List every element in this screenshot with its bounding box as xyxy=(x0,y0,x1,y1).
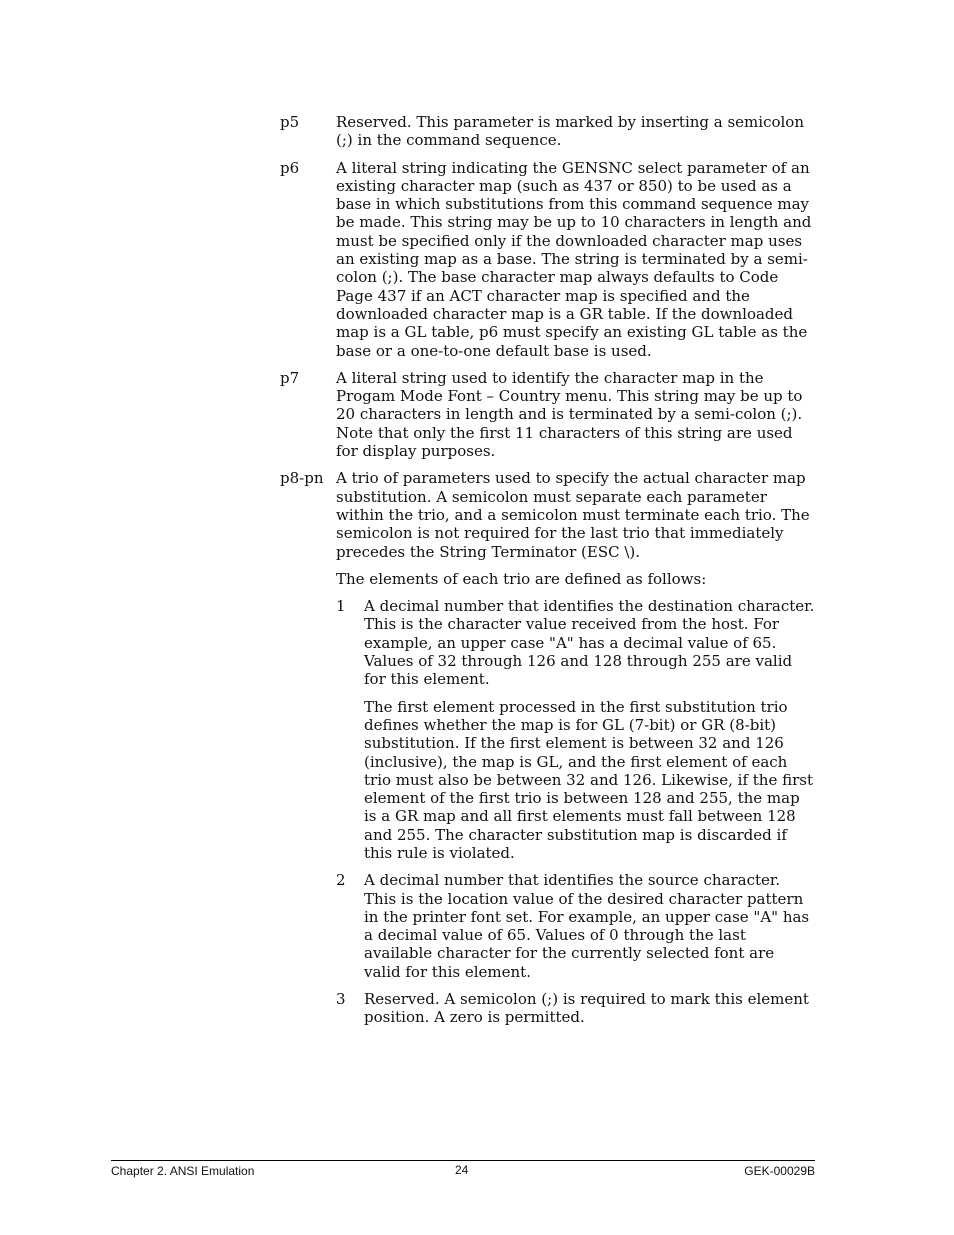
element-number: 3 xyxy=(336,990,346,1009)
param-p8-pn xyxy=(280,469,815,1035)
element-description xyxy=(364,597,815,862)
param-paragraph: A literal string indicating the GENSNC select parameter of an existing character map (such as 437 or 850) to be used as a base in which substitutions from this command sequence may be made. This string may be up to 10 characters in length and must be specified only if the downloaded character map uses an existing map as a base. The string is terminated by a semi-colon (;). The base character map always defaults to Code Page 437 if an ACT character map is specified and the downloaded character map is a GR table. If the downloaded map is a GL table, p6 must specify an existing GL table as the base or a one-to-one default base is used. xyxy=(336,158,812,360)
param-label: p5 xyxy=(280,113,300,131)
element-paragraph: A decimal number that identifies the destination character. This is the character value received from the host. For example, an upper case "A" has a decimal value of 65. Values of 32 through 126 and 128 through 255 are valid for this element. xyxy=(364,597,815,689)
element-paragraph: A decimal number that identifies the source character. This is the location value of the desired character pattern in the printer font set. For example, an upper case "A" has a decimal value of 65. Values of 0 through the last available character for the currently selected font are valid for this element. xyxy=(364,871,810,981)
param-description xyxy=(336,159,815,360)
footer-page-number: 24 xyxy=(455,1163,469,1177)
element-number: 2 xyxy=(336,871,346,890)
footer-divider xyxy=(111,1160,815,1161)
param-p7 xyxy=(280,369,815,460)
element-paragraph: Reserved. A semicolon (;) is required to mark this element position. A zero is permitted. xyxy=(364,990,809,1027)
param-description xyxy=(336,469,815,1035)
param-paragraph: The elements of each trio are defined as follows: xyxy=(336,569,707,588)
element-paragraph: The first element processed in the first substitution trio defines whether the map is for GL (7-bit) or GR (8-bit) substitution. If the first element is between 32 and 126 (inclusive), the map is GL, and the first element of each trio must also be between 32 and 126. Likewise, if the first element of the first trio is between 128 and 255, the map is a GR map and all first elements must fall between 128 and 255. The character substitution map is discarded if this rule is violated. xyxy=(364,697,814,862)
element-number: 1 xyxy=(336,597,346,616)
trio-element-3 xyxy=(336,990,815,1027)
element-description xyxy=(364,871,815,981)
trio-element-1 xyxy=(336,597,815,862)
param-label: p8-pn xyxy=(280,469,324,488)
trio-element-list xyxy=(336,597,815,1027)
param-p6 xyxy=(280,159,815,360)
param-label: p7 xyxy=(280,368,300,387)
footer-document-id: GEK-00029B xyxy=(744,1164,815,1178)
param-paragraph: Reserved. This parameter is marked by inserting a semicolon (;) in the command sequence. xyxy=(336,113,805,150)
param-p5 xyxy=(280,113,815,150)
param-paragraph: A literal string used to identify the character map in the Progam Mode Font – Country menu. This string may be up to 20 characters in length and is terminated by a semi-colon (;). Note that only the first 11 characters of this string are used for display purposes. xyxy=(336,368,803,461)
footer-chapter-title: Chapter 2. ANSI Emulation xyxy=(111,1164,255,1178)
trio-element-2 xyxy=(336,871,815,981)
param-label: p6 xyxy=(280,158,300,177)
param-paragraph: A trio of parameters used to specify the actual character map substitution. A semicolon must separate each parameter within the trio, and a semicolon must terminate each trio. The semicolon is not required for the last trio that immediately precedes the String Terminator (ESC \). xyxy=(336,469,810,561)
param-description xyxy=(336,113,815,150)
document-body xyxy=(280,113,815,1045)
element-description xyxy=(364,990,815,1027)
param-description xyxy=(336,369,815,460)
